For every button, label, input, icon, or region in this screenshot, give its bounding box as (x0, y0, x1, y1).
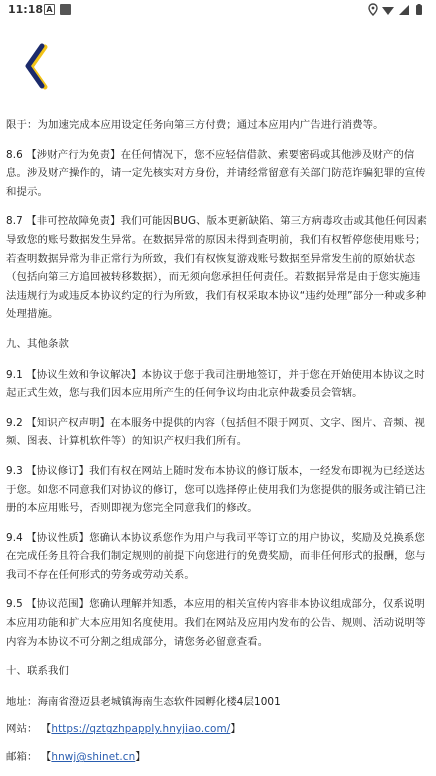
address-row (6, 693, 430, 712)
chevron-left-icon (20, 40, 64, 92)
address-value: 海南省澄迈县老城镇海南生态软件园孵化楼4层1001 (37, 695, 281, 708)
agreement-content (6, 116, 430, 776)
paragraph-8-6: 8.6 【涉财产行为免责】在任何情况下，您不应轻信借款、索要密码或其他涉及财产的信息。涉及财产操作的，请一定先核实对方身份，并请经常留意有关部门防范诈骗犯罪的宣传和提示。 (6, 148, 426, 198)
cellular-signal-icon (399, 5, 409, 15)
paragraph-9-2: 9.2 【知识产权声明】在本服务中提供的内容（包括但不限于网页、文字、图片、音频、视频、图表、计算机软件等）的知识产权归我们所有。 (6, 416, 425, 448)
section-10-heading: 十、联系我们 (6, 665, 69, 678)
paragraph-8-7: 8.7 【非可控故障免责】我们可能因BUG、版本更新缺陷、第三方病毒攻击或其他任何因素导致您的账号数据发生异常。在数据异常的原因未得到查明前，我们有权暂停您使用账号；若查明数据异常为非正常行为所致，我们有权恢复游戏账号数据至异常发生前的原始状态（包括向第三方追回被转移数据），而无须向您承担任何责任。若数据异常是由于您实施违法违规行为或违反本协议约定的行为所致，我们有权采取本协议“违约处理”部分一种或多种处理措施。 (6, 215, 427, 321)
battery-icon (416, 5, 422, 15)
paragraph-9-3: 9.3 【协议修订】我们有权在网站上随时发布本协议的修订版本，一经发布即视为已经送达于您。如您不同意我们对协议的修订，您可以选择停止使用我们为您提供的服务或注销已注册的本应用账号，否则即视为您完全同意我们的修改。 (6, 464, 426, 515)
website-link[interactable]: https://qztgzhpapply.hnyjiao.com/ (51, 723, 231, 736)
wifi-icon (382, 7, 394, 15)
email-link[interactable]: hnwj@shinet.cn (51, 751, 136, 764)
website-row: 网站： 【https://qztgzhpapply.hnyjiao.com/】 (6, 723, 241, 736)
paragraph-9-5: 9.5 【协议范围】您确认理解并知悉，本应用的相关宣传内容非本协议组成部分，仅系说明本应用功能和扩大本应用知名度使用。我们在网站及应用内发布的公告、规则、活动说明等内容为本协议不可分割之组成部分，请您务必留意查看。 (6, 598, 426, 648)
status-bar (0, 0, 436, 20)
website-label: 网站： (6, 723, 38, 736)
paragraph-9-4: 9.4 【协议性质】您确认本协议系您作为用户与我司平等订立的用户协议，奖励及兑换系您在完成任务且符合我们制定规则的前提下向您进行的免费奖励，而非任何形式的报酬，您与我司不存在任何形式的劳务或劳动关系。 (6, 531, 426, 581)
paragraph-limit: 限于：为加速完成本应用设定任务向第三方付费；通过本应用内广告进行消费等。 (6, 119, 384, 131)
status-icons (368, 3, 430, 17)
app-notification-icon: A (44, 4, 55, 15)
email-row: 邮箱： 【hnwj@shinet.cn】 (6, 751, 146, 764)
section-9-heading: 九、其他条款 (6, 337, 69, 350)
square-notification-icon (60, 4, 71, 15)
address-label: 地址： (6, 695, 38, 708)
email-label: 邮箱： (6, 751, 38, 764)
back-button[interactable] (20, 40, 64, 92)
paragraph-9-1: 9.1 【协议生效和争议解决】本协议于您于我司注册地签订，并于您在开始使用本协议之时起正式生效，您与我们因本应用所产生的任何争议均由北京仲裁委员会管辖。 (6, 368, 425, 400)
status-time: 11:18 (8, 3, 44, 16)
location-icon (369, 4, 377, 15)
